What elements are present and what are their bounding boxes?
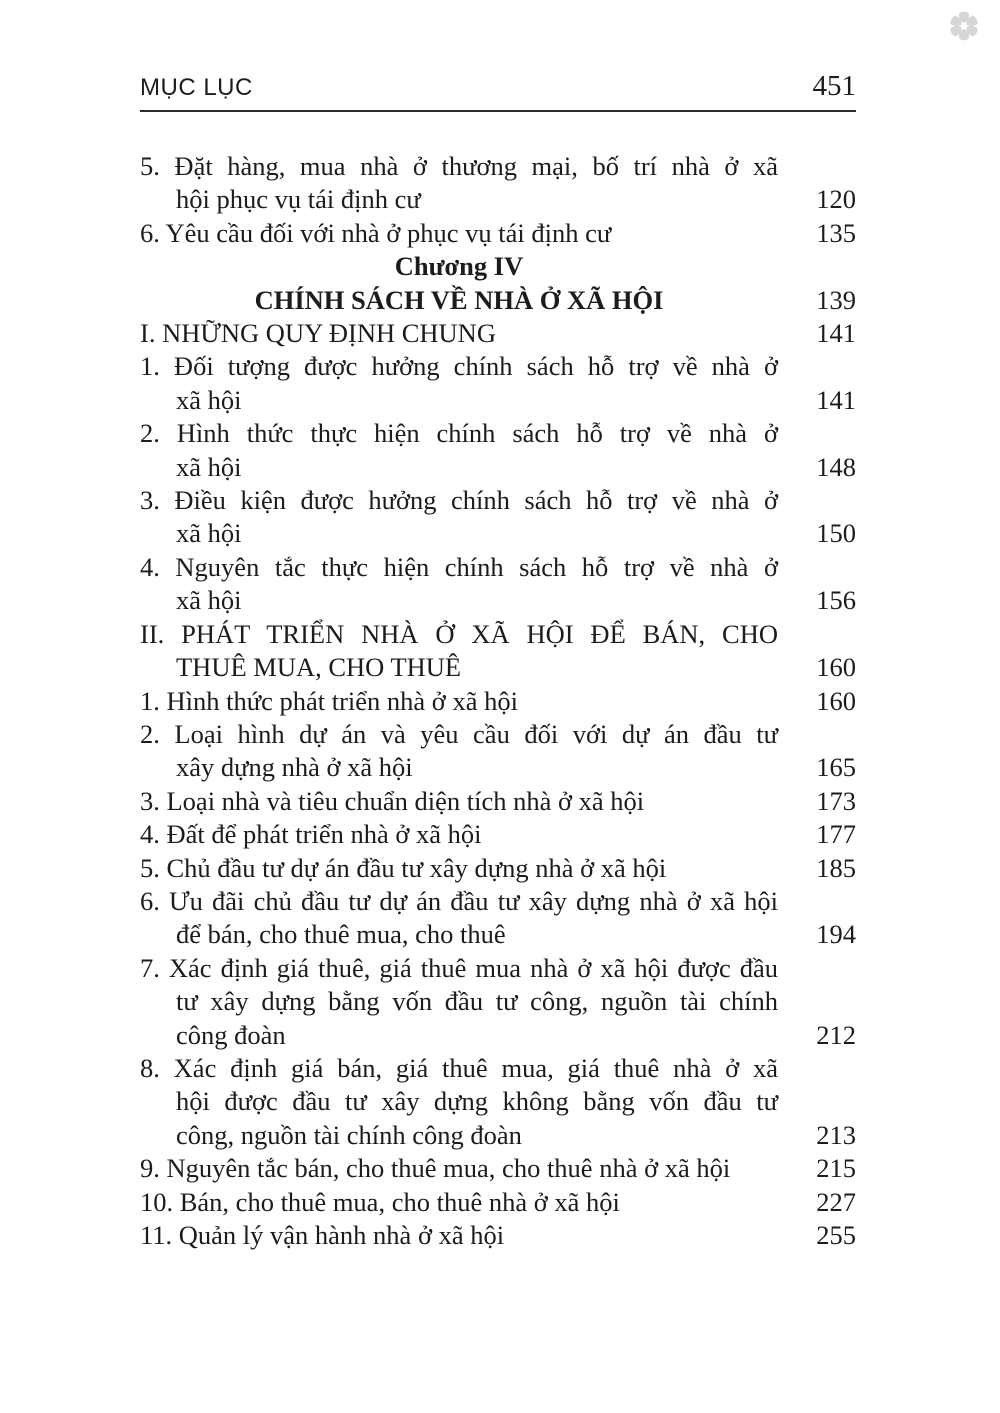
toc-entry-line: xã hội	[176, 518, 242, 549]
page-header	[140, 70, 856, 103]
toc-entry-line: để bán, cho thuê mua, cho thuê	[176, 919, 506, 950]
toc-entry	[140, 1219, 856, 1252]
toc-page-number: 227	[816, 1186, 856, 1217]
toc-page-number: 185	[816, 852, 856, 883]
toc-entry	[140, 150, 856, 217]
toc-entry-line: I. NHỮNG QUY ĐỊNH CHUNG	[140, 318, 496, 349]
toc-page-number: 213	[816, 1119, 856, 1150]
toc-entry-line: 5. Chủ đầu tư dự án đầu tư xây dựng nhà ở xã hội	[140, 852, 667, 883]
toc-entry	[140, 885, 856, 952]
toc-entry-line: 7. Xác định giá thuê, giá thuê mua nhà ở xã hội được đầu	[140, 952, 778, 983]
toc-entry-line: 8. Xác định giá bán, giá thuê mua, giá thuê nhà ở xã	[140, 1052, 778, 1083]
toc-page-number: 141	[816, 318, 856, 349]
toc-page-number: 135	[816, 217, 856, 248]
toc-entry-line: THUÊ MUA, CHO THUÊ	[176, 652, 462, 683]
toc-entry-line: 1. Hình thức phát triển nhà ở xã hội	[140, 685, 518, 716]
toc-entry-line: xã hội	[176, 451, 242, 482]
toc-entry	[140, 852, 856, 885]
toc-entry-line: 6. Ưu đãi chủ đầu tư dự án đầu tư xây dựng nhà ở xã hội	[140, 885, 778, 916]
toc-entry-line: tư xây dựng bằng vốn đầu tư công, nguồn tài chính	[176, 986, 778, 1017]
toc-entry	[140, 350, 856, 417]
toc-entry	[140, 1152, 856, 1185]
toc-entry	[140, 317, 856, 350]
toc-entry-line: 11. Quản lý vận hành nhà ở xã hội	[140, 1220, 505, 1250]
toc-entry-line: xã hội	[176, 585, 242, 616]
toc-page-number: 177	[816, 819, 856, 850]
toc-entry-line: xã hội	[176, 384, 242, 415]
toc-entry	[140, 417, 856, 484]
toc-entry-line: 4. Đất để phát triển nhà ở xã hội	[140, 819, 482, 850]
toc-entry-line: CHÍNH SÁCH VỀ NHÀ Ở XÃ HỘI	[254, 284, 664, 315]
toc-entry	[140, 217, 856, 250]
toc-entry-line: 5. Đặt hàng, mua nhà ở thương mại, bố trí nhà ở xã	[140, 151, 778, 181]
toc-entry	[140, 484, 856, 551]
toc-entry	[140, 284, 856, 317]
header-rule	[140, 110, 856, 112]
toc-page-number: 165	[816, 752, 856, 783]
toc-page-number: 194	[816, 919, 856, 950]
toc-entry-line: 10. Bán, cho thuê mua, cho thuê nhà ở xã hội	[140, 1186, 620, 1217]
toc-entry-line: 4. Nguyên tắc thực hiện chính sách hỗ trợ về nhà ở	[140, 551, 778, 582]
toc-entry-line: hội được đầu tư xây dựng không bằng vốn đầu tư	[176, 1086, 778, 1117]
toc-entry	[140, 551, 856, 618]
toc-entry-line: hội phục vụ tái định cư	[176, 184, 421, 215]
toc-page-number: 160	[816, 652, 856, 683]
toc-page-number: 120	[816, 184, 856, 215]
toc-page-number: 160	[816, 685, 856, 716]
toc-entry-line: 2. Hình thức thực hiện chính sách hỗ trợ về nhà ở	[140, 418, 778, 449]
toc-entry-line: Chương IV	[394, 251, 524, 282]
toc-entry	[140, 685, 856, 718]
toc-entry-line: 9. Nguyên tắc bán, cho thuê mua, cho thuê nhà ở xã hội	[140, 1153, 731, 1184]
toc-entry	[140, 618, 856, 685]
flower-watermark-icon	[944, 6, 984, 46]
toc-page-number: 148	[816, 451, 856, 482]
toc-page-number: 215	[816, 1153, 856, 1184]
page-header-number: 451	[812, 70, 856, 102]
toc-entry-line: 3. Loại nhà và tiêu chuẩn diện tích nhà ở xã hội	[140, 785, 645, 816]
toc-entry-line: công đoàn	[176, 1019, 286, 1050]
toc-entry-line: 2. Loại hình dự án và yêu cầu đối với dự án đầu tư	[140, 718, 778, 749]
toc-entry	[140, 718, 856, 785]
toc-page-number: 173	[816, 785, 856, 816]
toc-entry	[140, 1186, 856, 1219]
toc-entry-line: II. PHÁT TRIỂN NHÀ Ở XÃ HỘI ĐỂ BÁN, CHO	[140, 618, 778, 649]
toc-entry-line: 1. Đối tượng được hưởng chính sách hỗ trợ về nhà ở	[140, 351, 778, 382]
toc-page-number: 141	[816, 384, 856, 415]
toc-page-number: 255	[816, 1220, 856, 1250]
toc-page-number: 156	[816, 585, 856, 616]
toc-entry-line: công, nguồn tài chính công đoàn	[176, 1119, 522, 1150]
toc-entry	[140, 785, 856, 818]
toc-entry	[140, 952, 856, 1052]
toc-entry	[140, 250, 856, 283]
toc-entry-line: xây dựng nhà ở xã hội	[176, 752, 413, 783]
toc-entry	[140, 1052, 856, 1152]
toc-page-number: 212	[816, 1019, 856, 1050]
page-header-title: MỤC LỤC	[140, 74, 253, 101]
toc-entry-line: 6. Yêu cầu đối với nhà ở phục vụ tái định cư	[140, 217, 612, 248]
toc-entry-line: 3. Điều kiện được hưởng chính sách hỗ trợ về nhà ở	[140, 485, 778, 516]
toc-page-number: 150	[816, 518, 856, 549]
toc-page-number: 139	[816, 284, 856, 315]
toc-entry	[140, 818, 856, 851]
toc-list	[140, 150, 856, 1252]
